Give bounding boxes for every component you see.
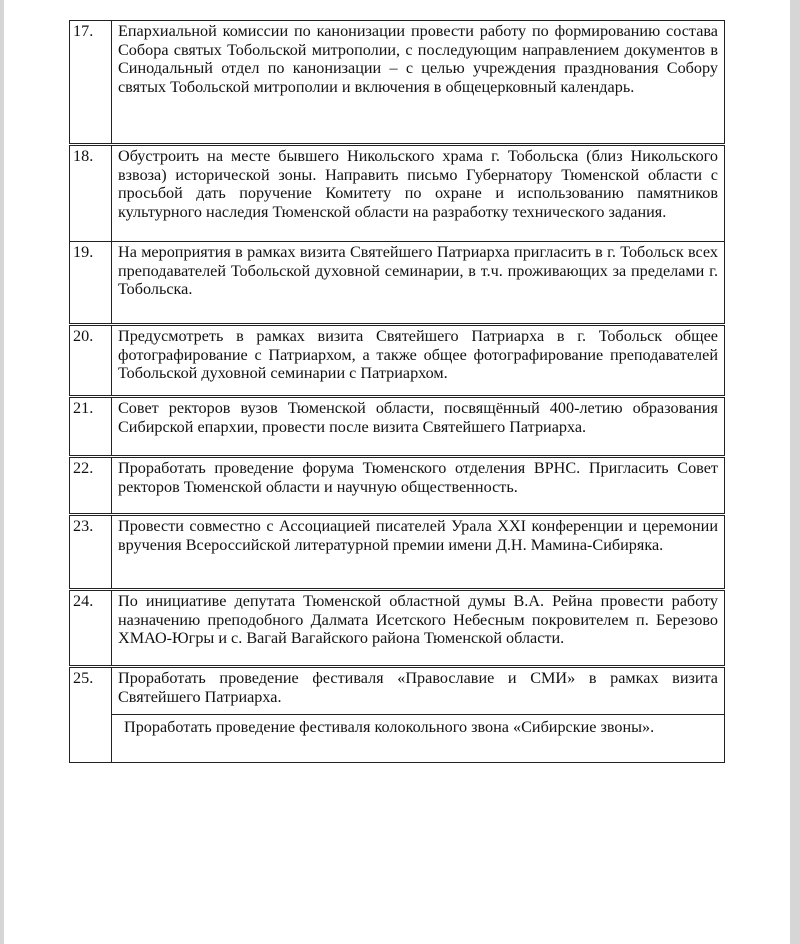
row-text-paragraph: Обустроить на месте бывшего Никольского храма г. Тобольска (близ Никольского взвоза) исторической зоны. Направить письмо Губернатору Тюменской области с просьбой дать поручение Комитету по охране и использованию памятников культурного наследия Тюменской области на разработку технического задания. [118,147,718,221]
table-row [70,590,725,667]
row-text-paragraph: Проработать проведение фестиваля «Православие и СМИ» в рамках визита Святейшего Патриарха. [118,669,718,706]
row-text [112,515,725,590]
row-number: 18. [70,145,112,242]
row-text-paragraph: По инициативе депутата Тюменской областной думы В.А. Рейна провести работу назначению преподобного Далмата Исетского Небесным покровителем п. Березово ХМАО-Югры и с. Вагай Вагайского района Тюменской области. [118,592,718,648]
row-text [112,145,725,242]
row-number: 23. [70,515,112,590]
row-number: 22. [70,457,112,515]
page-edge-right [790,0,800,944]
page-edge-left [0,0,4,944]
row-text-paragraph: Епархиальной комиссии по канонизации провести работу по формированию состава Собора святых Тобольской митрополии, с последующим направлением документов в Синодальный отдел по канонизации – с целью учреждения празднования Собору святых Тобольской митрополии и включения в общецерковный календарь. [118,22,718,96]
row-number: 17. [70,21,112,145]
row-text [112,325,725,397]
table-row [70,325,725,397]
row-text-paragraph: Проработать проведение фестиваля колокольного звона «Сибирские звоны». [112,714,724,737]
table-row [70,21,725,145]
row-text [112,397,725,457]
row-text-paragraph: Совет ректоров вузов Тюменской области, посвящённый 400-летию образования Сибирской епархии, провести после визита Святейшего Патриарха. [118,399,718,436]
row-text-paragraph: На мероприятия в рамках визита Святейшего Патриарха пригласить в г. Тобольск всех преподавателей Тобольской духовной семинарии, в т.ч. проживающих за пределами г. Тобольска. [118,243,718,299]
resolution-table [69,20,725,763]
row-number: 24. [70,590,112,667]
table-row [70,145,725,242]
row-number: 20. [70,325,112,397]
table-row [70,397,725,457]
row-text [112,242,725,325]
row-text [112,590,725,667]
row-text-paragraph: Предусмотреть в рамках визита Святейшего Патриарха в г. Тобольск общее фотографирование с Патриархом, а также общее фотографирование преподавателей Тобольской духовной семинарии с Патриархом. [118,327,718,383]
row-text-paragraph: Проработать проведение форума Тюменского отделения ВРНС. Пригласить Совет ректоров Тюменской области и научную общественность. [118,459,718,496]
row-text [112,21,725,145]
row-text [112,457,725,515]
table-row [70,515,725,590]
row-number: 21. [70,397,112,457]
table-row [70,457,725,515]
row-text [112,667,725,763]
table-row [70,667,725,763]
row-number: 25. [70,667,112,763]
row-number: 19. [70,242,112,325]
row-text-paragraph: Провести совместно с Ассоциацией писателей Урала XXI конференции и церемонии вручения Всероссийской литературной премии имени Д.Н. Мамина-Сибиряка. [118,517,718,554]
table-row [70,242,725,325]
